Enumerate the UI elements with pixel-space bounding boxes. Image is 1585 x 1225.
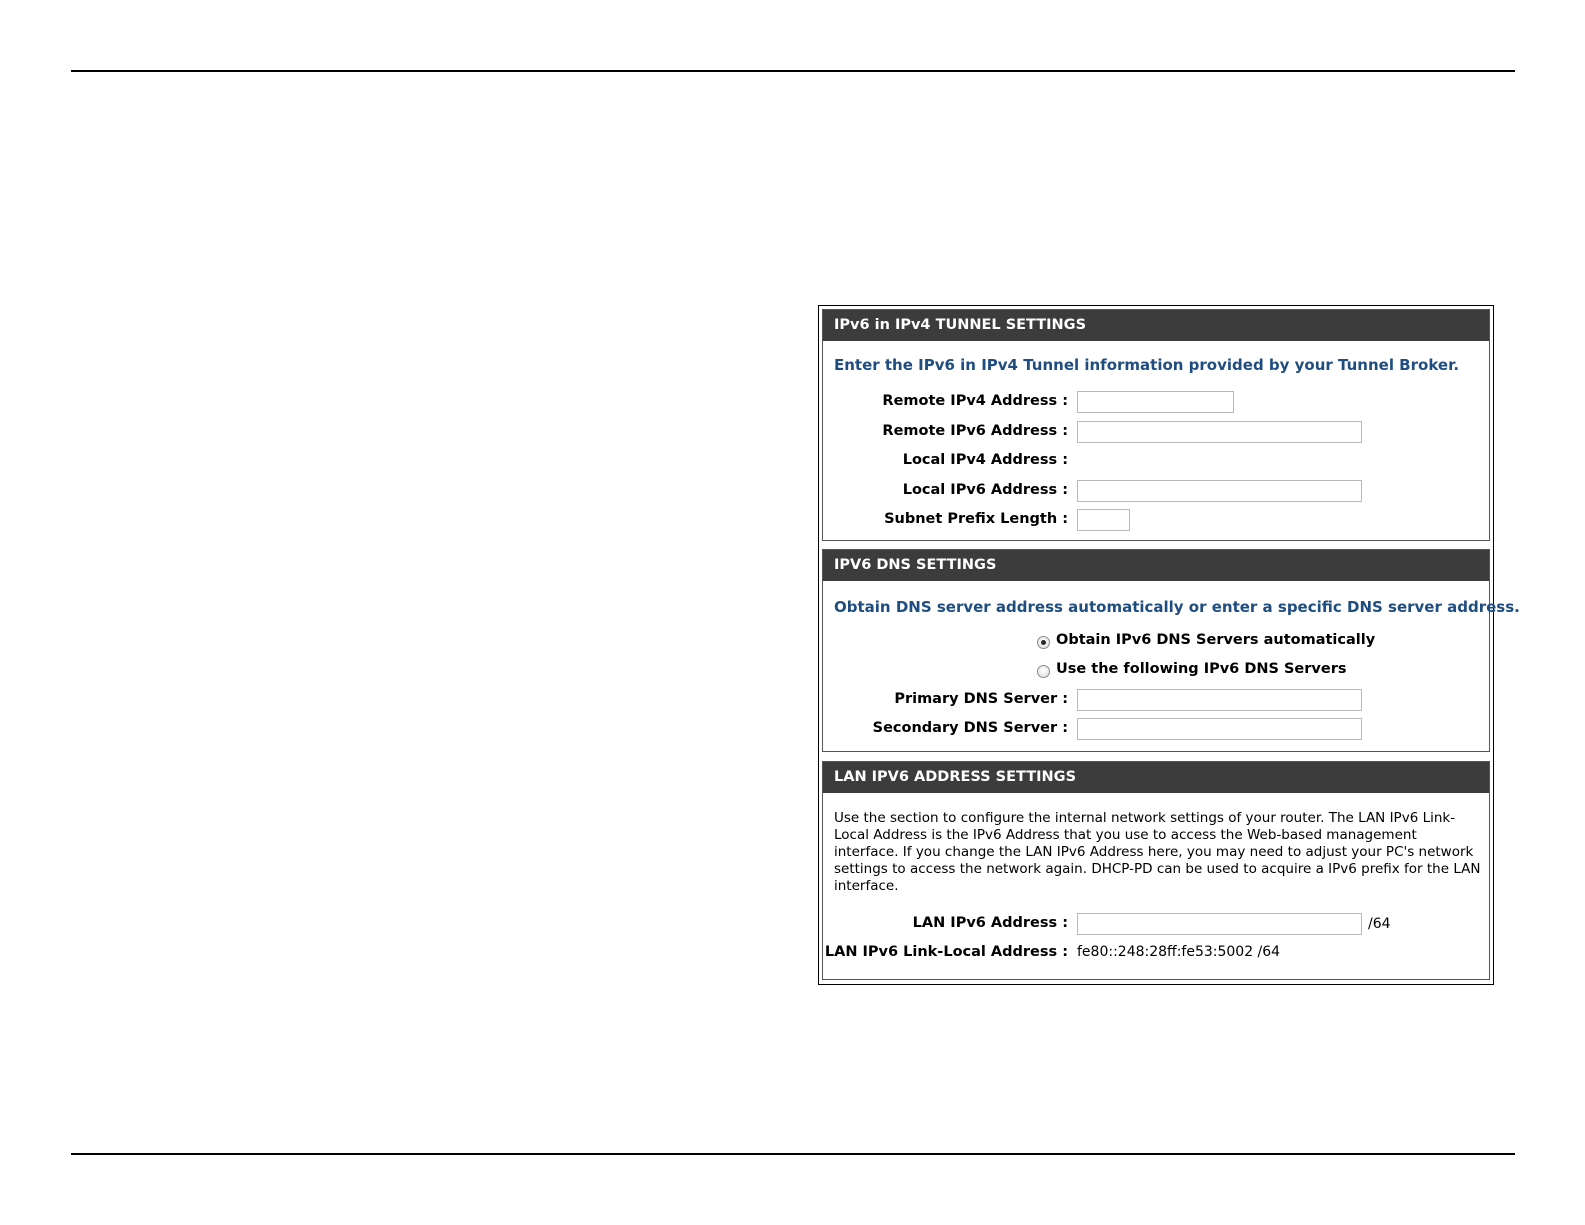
dns-manual-radio[interactable]	[1037, 665, 1050, 678]
settings-panel	[818, 305, 1520, 985]
bottom-divider	[71, 1153, 1515, 1155]
dns-settings-section	[822, 549, 1520, 752]
lan-ipv6-label: LAN IPv6 Address :	[912, 915, 1068, 931]
local-ipv6-input[interactable]	[1077, 480, 1362, 502]
dns-manual-label[interactable]: Use the following IPv6 DNS Servers	[1056, 661, 1347, 677]
primary-dns-row	[823, 689, 1489, 713]
secondary-dns-label: Secondary DNS Server :	[872, 720, 1068, 736]
lan-ipv6-input[interactable]	[1077, 913, 1362, 935]
remote-ipv4-label: Remote IPv4 Address :	[882, 393, 1068, 409]
top-divider	[71, 70, 1515, 72]
subnet-prefix-row	[823, 509, 1489, 533]
lan-ipv6-prefix-suffix: /64	[1368, 916, 1391, 932]
subnet-prefix-input[interactable]	[1077, 509, 1130, 531]
secondary-dns-row	[823, 718, 1489, 742]
remote-ipv6-input[interactable]	[1077, 421, 1362, 443]
link-local-label: LAN IPv6 Link-Local Address :	[824, 944, 1068, 960]
primary-dns-input[interactable]	[1077, 689, 1362, 711]
lan-settings-section	[822, 761, 1490, 980]
tunnel-settings-intro: Enter the IPv6 in IPv4 Tunnel information provided by your Tunnel Broker.	[834, 356, 1460, 374]
lan-settings-header: LAN IPV6 ADDRESS SETTINGS	[823, 762, 1489, 793]
remote-ipv6-label: Remote IPv6 Address :	[882, 423, 1068, 439]
remote-ipv4-row	[823, 391, 1489, 415]
link-local-row	[823, 942, 1489, 966]
dns-auto-radio[interactable]	[1037, 636, 1050, 649]
remote-ipv4-input[interactable]	[1077, 391, 1234, 413]
local-ipv6-label: Local IPv6 Address :	[902, 482, 1068, 498]
tunnel-settings-section	[822, 309, 1490, 541]
dns-auto-label[interactable]: Obtain IPv6 DNS Servers automatically	[1056, 632, 1376, 648]
local-ipv4-label: Local IPv4 Address :	[902, 452, 1068, 468]
local-ipv6-row	[823, 480, 1489, 504]
local-ipv4-row	[823, 450, 1489, 474]
link-local-value: fe80::248:28ff:fe53:5002 /64	[1077, 944, 1281, 960]
lan-ipv6-row	[823, 913, 1489, 937]
lan-settings-description: Use the section to configure the internal network settings of your router. The LAN IPv6 Link-Local Address is the IPv6 Address that you use to access the Web-based management interface. If you change the LAN IPv6 Address here, you may need to adjust your PC's network settings to access the network again. DHCP-PD can be used to acquire a IPv6 prefix for the LAN interface.	[834, 810, 1481, 894]
tunnel-settings-header: IPv6 in IPv4 TUNNEL SETTINGS	[823, 310, 1489, 341]
secondary-dns-input[interactable]	[1077, 718, 1362, 740]
dns-settings-intro: Obtain DNS server address automatically or enter a specific DNS server address.	[834, 598, 1520, 616]
dns-settings-header: IPV6 DNS SETTINGS	[823, 550, 1489, 581]
subnet-prefix-label: Subnet Prefix Length :	[884, 511, 1068, 527]
primary-dns-label: Primary DNS Server :	[894, 691, 1068, 707]
remote-ipv6-row	[823, 421, 1489, 445]
